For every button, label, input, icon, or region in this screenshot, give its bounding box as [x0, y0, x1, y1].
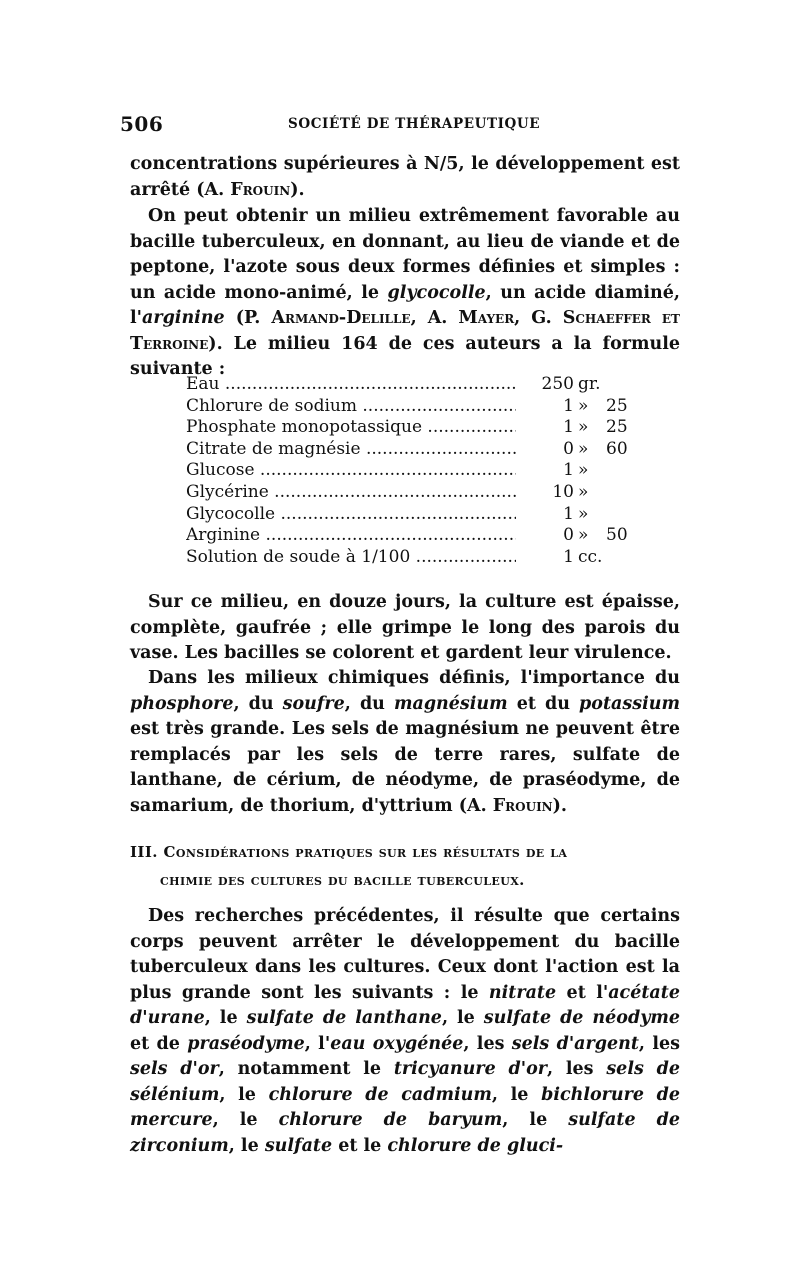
paragraph-inhibitors: Des recherches précédentes, il résulte que certains corps peuvent arrêter le développement du bacille tuberculeux dans les cultures. Ceux dont l'action est la plus grande sont les suivants : le nitrate et l'acétate d'urane, le sulfate de lanthane, le sulfate de néodyme et de praséodyme, l'eau oxygénée, les sels d'argent, les sels d'or, notamment le tricyanure d'or, les sels de sélénium, le chlorure de cadmium, le bichlorure de mercure, le chlorure de baryum, le sulfate de zirconium, le sulfate et le chlorure de gluci- [130, 906, 681, 1156]
paragraph-continuation: concentrations supérieures à N/5, le développement est arrêté (A. Frouin). [130, 154, 680, 200]
formula-row: Eau ..... 250 gr. [186, 374, 646, 396]
formula-row: Chlorure de sodium ..... 1 » 25 [186, 396, 646, 418]
formula-row: Glycérine ..... 10 » [186, 482, 646, 504]
page-header [120, 112, 680, 142]
term-arginine: arginine [142, 308, 225, 328]
author-name: Frouin [492, 795, 553, 816]
section-heading [130, 838, 680, 894]
section-title-line-2: chimie des cultures du bacille tuberculeux. [160, 871, 525, 889]
formula-row: Glucose ..... 1 » [186, 460, 646, 482]
paragraph-chemical-media: Dans les milieux chimiques définis, l'importance du phosphore, du soufre, du magnésium et du potassium est très grande. Les sels de magnésium ne peuvent être remplacés par les sels de terre rares, sulfate de lanthane, de cérium, de néodyme, de praséodyme, de samarium, de thorium, d'yttrium (A. Frouin). [130, 668, 680, 816]
formula-row: Glycocolle ..... 1 » [186, 504, 646, 526]
term-glycocolle: glycocolle [387, 282, 486, 303]
author-names: Armand-Delille, A. Mayer, G. Schaeffer et Terroine [130, 308, 680, 354]
formula-table [186, 374, 646, 568]
formula-row: Phosphate monopotassique ..... 1 » 25 [186, 417, 646, 439]
paragraph-culture: Sur ce milieu, en douze jours, la culture est épaisse, complète, gaufrée ; elle grimpe le long des parois du vase. Les bacilles se colorent et gardent leur virulence. [130, 592, 680, 663]
author-name: Frouin [230, 179, 291, 200]
paragraph-milieu: On peut obtenir un milieu extrêmement favorable au bacille tuberculeux, en donnant, au lieu de viande et de peptone, l'azote sous deux formes définies et simples : un acide mono-animé, le glycocolle, un acide diaminé, l'arginine (P. Armand-Delille, A. Mayer, G. Schaeffer et Terroine). Le milieu 164 de ces auteurs a la formule suivante : [130, 206, 680, 379]
page-number: 506 [120, 112, 164, 136]
formula-row: Solution de soude à 1/100 ..... 1 cc. [186, 547, 646, 569]
running-title: SOCIÉTÉ DE THÉRAPEUTIQUE [288, 116, 541, 132]
section-number: III. [130, 843, 158, 861]
formula-row: Citrate de magnésie ..... 0 » 60 [186, 439, 646, 461]
formula-row: Arginine ..... 0 » 50 [186, 525, 646, 547]
section-title-line-1: Considérations pratiques sur les résultats de la [163, 843, 568, 861]
